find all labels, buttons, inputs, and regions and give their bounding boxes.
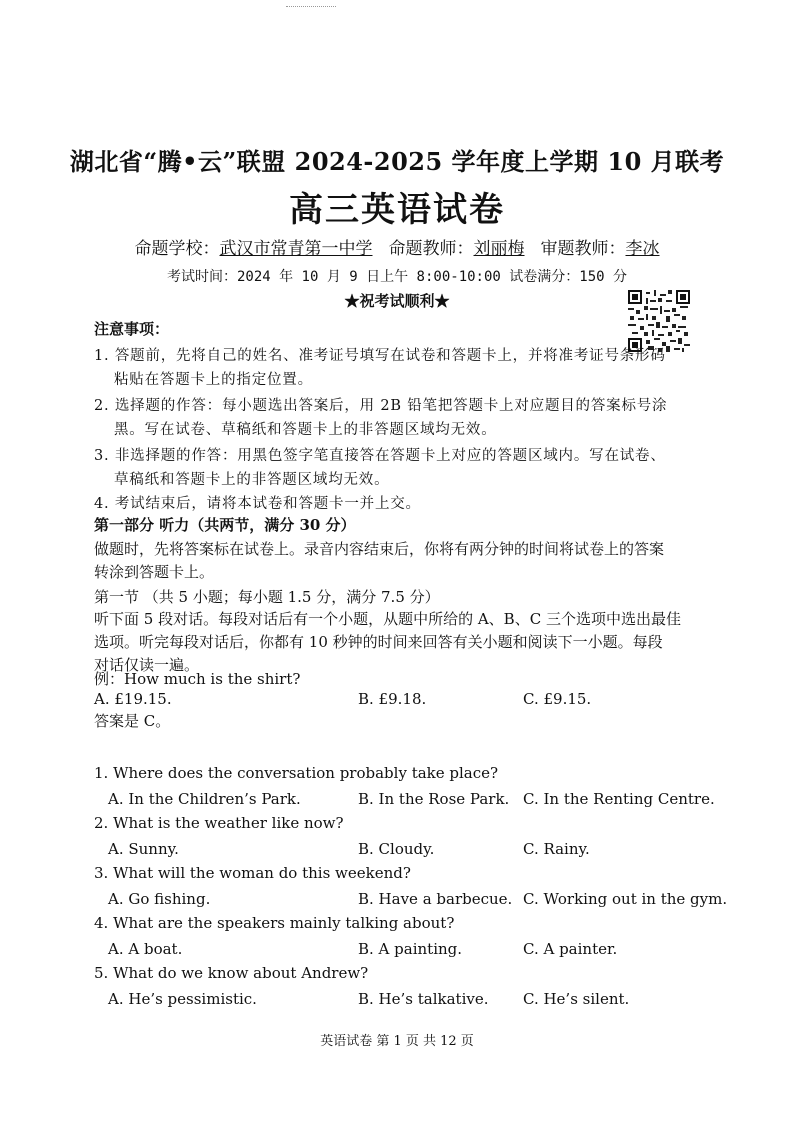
q5-option-a: A. He’s pessimistic. xyxy=(108,990,257,1008)
qr-code-icon xyxy=(628,290,690,352)
example-option-b: B. £9.18. xyxy=(358,690,427,708)
q5-option-c: C. He’s silent. xyxy=(523,990,630,1008)
example-option-c: C. £9.15. xyxy=(523,690,592,708)
q4-option-a: A. A boat. xyxy=(108,940,183,958)
section1-instruction-line: 对话仅读一遍。 xyxy=(94,656,200,674)
notice-line: 粘贴在答题卡上的指定位置。 xyxy=(114,372,313,388)
setter-label: 命题教师： xyxy=(388,239,474,259)
q2-option-a: A. Sunny. xyxy=(108,840,179,858)
question-3: 3. What will the woman do this weekend? xyxy=(94,864,411,882)
q2-option-c: C. Rainy. xyxy=(523,840,590,858)
q3-option-c: C. Working out in the gym. xyxy=(523,890,728,908)
example-question: 例：How much is the shirt? xyxy=(94,670,301,688)
question-2: 2. What is the weather like now? xyxy=(94,814,344,832)
question-5: 5. What do we know about Andrew? xyxy=(94,964,369,982)
q4-option-b: B. A painting. xyxy=(358,940,463,958)
setter-name: 刘丽梅 xyxy=(473,239,525,259)
notice-line: 2. 选择题的作答：每小题选出答案后，用 2B 铅笔把答题卡上对应题目的答案标号涂 xyxy=(94,398,668,414)
good-luck-banner: ★祝考试顺利★ xyxy=(344,292,450,310)
school-name: 武汉市常青第一中学 xyxy=(219,239,373,259)
part1-intro-line: 做题时，先将答案标在试卷上。录音内容结束后，你将有两分钟的时间将试卷上的答案 xyxy=(94,540,665,558)
notice-line: 草稿纸和答题卡上的非答题区域均无效。 xyxy=(114,472,390,488)
q3-option-b: B. Have a barbecue. xyxy=(358,890,513,908)
question-1: 1. Where does the conversation probably take place? xyxy=(94,764,499,782)
notice-line: 黑。写在试卷、草稿纸和答题卡上的非答题区域均无效。 xyxy=(114,422,497,438)
q3-option-a: A. Go fishing. xyxy=(108,890,211,908)
section1-instruction-line: 选项。听完每段对话后，你都有 10 秒钟的时间来回答有关小题和阅读下一小题。每段 xyxy=(94,633,663,651)
q1-option-c: C. In the Renting Centre. xyxy=(523,790,715,808)
q1-option-b: B. In the Rose Park. xyxy=(358,790,510,808)
school-label: 命题学校： xyxy=(134,239,220,259)
section1-title: 第一节 （共 5 小题；每小题 1.5 分，满分 7.5 分） xyxy=(94,588,440,606)
exam-title: 湖北省“腾•云”联盟 2024-2025 学年度上学期 10 月联考 xyxy=(69,147,725,176)
reviewer-name: 李冰 xyxy=(625,239,660,259)
example-option-a: A. £19.15. xyxy=(94,690,172,708)
notice-line: 3. 非选择题的作答：用黑色签字笔直接答在答题卡上对应的答题区域内。写在试卷、 xyxy=(94,448,666,464)
page-footer: 英语试卷 第 1 页 共 12 页 xyxy=(320,1034,474,1049)
question-4: 4. What are the speakers mainly talking about? xyxy=(94,914,455,932)
exam-credits xyxy=(0,234,794,259)
part1-heading: 第一部分 听力（共两节，满分 30 分） xyxy=(94,516,356,534)
part1-intro-line: 转涂到答题卡上。 xyxy=(94,563,215,581)
notice-heading: 注意事项： xyxy=(94,320,170,338)
exam-time: 考试时间：2024 年 10 月 9 日上午 8:00-10:00 试卷满分：150 分 xyxy=(166,269,627,285)
notice-line: 4. 考试结束后，请将本试卷和答题卡一并上交。 xyxy=(94,496,421,512)
section1-instruction-line: 听下面 5 段对话。每段对话后有一个小题，从题中所给的 A、B、C 三个选项中选出最佳 xyxy=(94,610,681,628)
notice-line: 1. 答题前，先将自己的姓名、准考证号填写在试卷和答题卡上，并将准考证号条形码 xyxy=(94,348,666,364)
q5-option-b: B. He’s talkative. xyxy=(358,990,489,1008)
exam-subject-title: 高三英语试卷 xyxy=(289,190,505,230)
q4-option-c: C. A painter. xyxy=(523,940,618,958)
q1-option-a: A. In the Children’s Park. xyxy=(108,790,301,808)
example-answer: 答案是 C。 xyxy=(94,712,171,730)
scan-mark xyxy=(286,6,336,9)
reviewer-label: 审题教师： xyxy=(540,239,626,259)
q2-option-b: B. Cloudy. xyxy=(358,840,435,858)
